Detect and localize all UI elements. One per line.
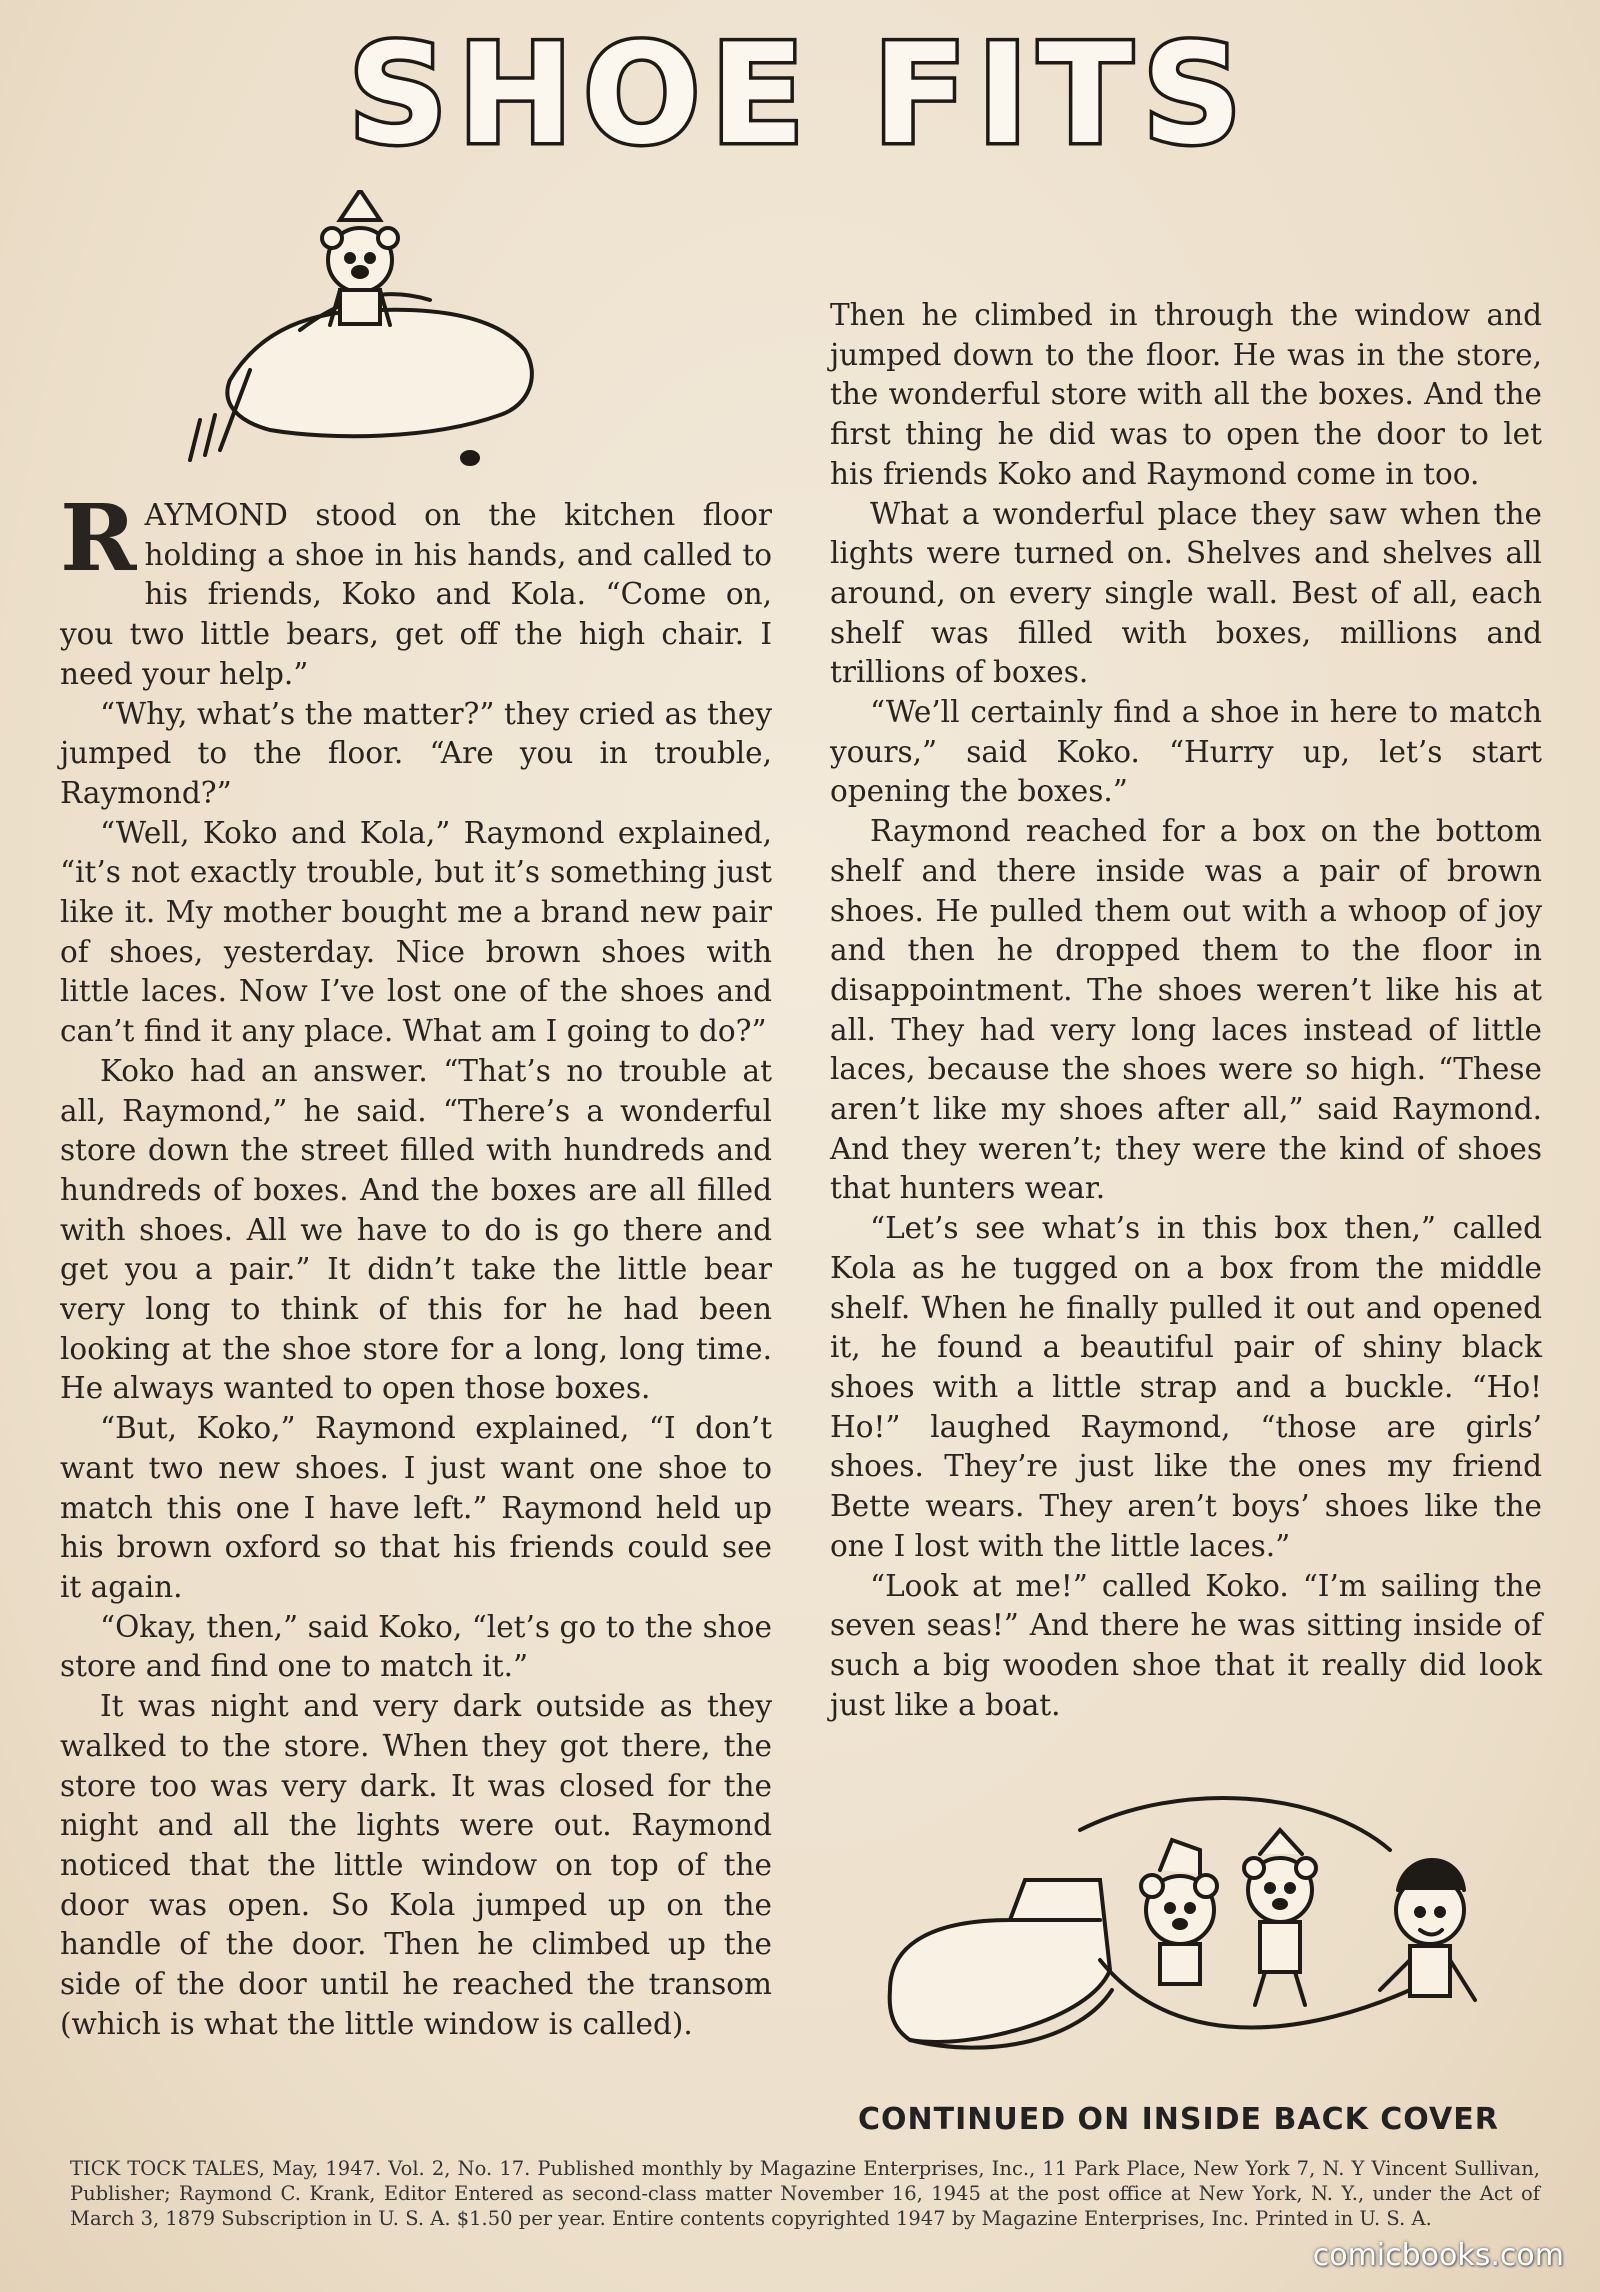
story-paragraph: Koko had an answer. “That’s no trouble at all, Raymond,” he said. “There’s a wonderful store down the street filled with hundreds and hundreds of boxes. And the boxes are all filled with shoes. All we have to do is go there and get you a pair.” It didn’t take the little bear very long to think of this for he had been looking at the shoe store for a long, long time. He always wanted to open those boxes. xyxy=(60,1053,772,1406)
story-column-right xyxy=(830,296,1542,1725)
shoe-bears-raymond-illustration xyxy=(850,1790,1520,2090)
story-paragraph: “Look at me!” called Koko. “I’m sailing the seven seas!” And there he was sitting inside of such a big wooden shoe that it really did look just like a boat. xyxy=(830,1568,1542,1722)
drop-cap: R xyxy=(60,484,137,592)
story-paragraph: “We’ll certainly find a shoe in here to match yours,” said Koko. “Hurry up, let’s start opening the boxes.” xyxy=(830,695,1542,809)
bear-in-shoe-illustration xyxy=(180,190,600,470)
story-paragraph: “Let’s see what’s in this box then,” called Kola as he tugged on a box from the middle shelf. When he finally pulled it out and opened it, he found a beautiful pair of shiny black shoes with a little strap and a buckle. “Ho! Ho!” laughed Raymond, “those are girls’ shoes. They’re just like the ones my friend Bette wears. They aren’t boys’ shoes like the one I lost with the little laces.” xyxy=(830,1211,1542,1563)
story-paragraph: It was night and very dark outside as they walked to the store. When they got there, the store too was very dark. It was closed for the night and all the lights were out. Raymond noticed that the little window on top of the door was open. So Kola jumped up on the handle of the door. Then he climbed up the side of the door until he reached the transom (which is what the little window is called). xyxy=(60,1689,772,2041)
story-column-left xyxy=(60,484,772,2044)
story-title xyxy=(340,22,1260,172)
story-paragraph: “Well, Koko and Kola,” Raymond explained, “it’s not exactly trouble, but it’s something just like it. My mother bought me a brand new pair of shoes, yesterday. Nice brown shoes with little laces. Now I’ve lost one of the shoes and can’t find it any place. What am I going to do?” xyxy=(60,815,772,1049)
site-watermark: comicbooks.com xyxy=(1312,2238,1564,2273)
continued-notice: CONTINUED ON INSIDE BACK COVER xyxy=(858,2102,1499,2137)
story-paragraph: RAYMOND stood on the kitchen floor holding a shoe in his hands, and called to his friends, Koko and Kola. “Come on, you two little bears, get off the high chair. I need your help.” xyxy=(60,484,772,691)
story-paragraph: “Why, what’s the matter?” they cried as they jumped to the floor. “Are you in trouble, Raymond?” xyxy=(60,696,772,810)
title-text: SHOE FITS xyxy=(348,22,1252,172)
title-lettering xyxy=(340,22,1260,172)
publication-indicia: TICK TOCK TALES, May, 1947. Vol. 2, No. 17. Published monthly by Magazine Enterprises, Inc., 11 Park Place, New York 7, N. Y Vincent Sullivan, Publisher; Raymond C. Krank, Editor Entered as second-class matter November 16, 1945 at the post office at New York, N. Y., under the Act of March 3, 1879 Subscription in U. S. A. $1.50 per year. Entire contents copyrighted 1947 by Magazine Enterprises, Inc. Printed in U. S. A. xyxy=(70,2157,1540,2230)
story-paragraph: Then he climbed in through the window and jumped down to the floor. He was in the store, the wonderful store with all the boxes. And the first thing he did was to open the door to let his friends Koko and Raymond come in too. xyxy=(830,298,1542,491)
story-paragraph: What a wonderful place they saw when the lights were turned on. Shelves and shelves all around, on every single wall. Best of all, each shelf was filled with boxes, millions and trillions of boxes. xyxy=(830,496,1542,690)
story-paragraph: “But, Koko,” Raymond explained, “I don’t want two new shoes. I just want one shoe to match this one I have left.” Raymond held up his brown oxford so that his friends could see it again. xyxy=(60,1411,772,1604)
story-paragraph: “Okay, then,” said Koko, “let’s go to the shoe store and find one to match it.” xyxy=(60,1609,772,1684)
story-paragraph: Raymond reached for a box on the bottom shelf and there inside was a pair of brown shoes. He pulled them out with a whoop of joy and then he dropped them to the floor in disappointment. The shoes weren’t like his at all. They had very long laces instead of little laces, because the shoes were so high. “These aren’t like my shoes after all,” said Raymond. And they weren’t; they were the kind of shoes that hunters wear. xyxy=(830,814,1542,1206)
